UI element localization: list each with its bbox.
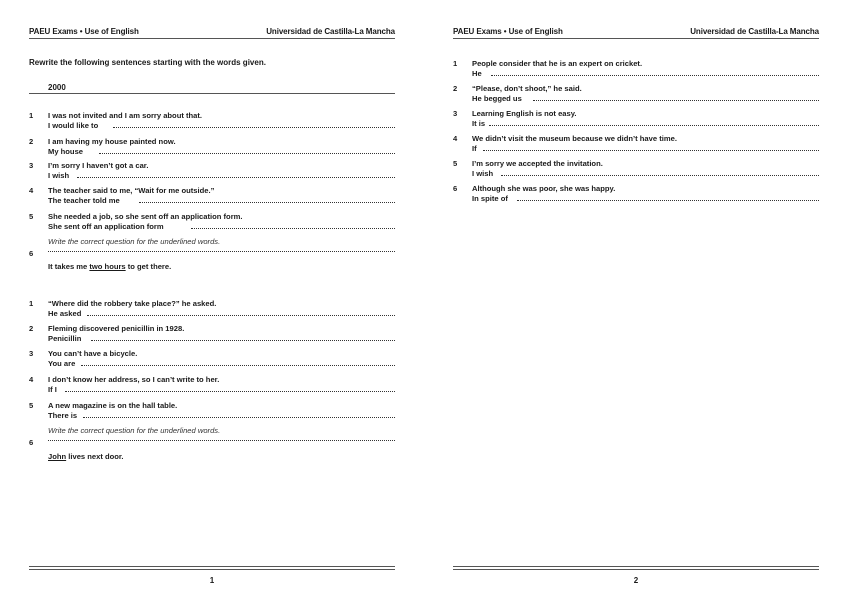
item-question: The teacher said to me, “Wait for me outside.” xyxy=(48,186,215,195)
sub-instruction: Write the correct question for the underlined words. xyxy=(48,237,221,246)
item-number: 4 xyxy=(29,186,34,195)
answer-line[interactable] xyxy=(65,391,395,392)
answer-line[interactable] xyxy=(48,251,395,252)
item-question: I am having my house painted now. xyxy=(48,137,176,146)
item-answer-prompt: I wish xyxy=(472,169,494,178)
item-number: 3 xyxy=(29,349,34,358)
item-answer-prompt: If xyxy=(472,144,477,153)
item-number: 1 xyxy=(29,299,34,308)
item-number: 2 xyxy=(29,137,34,146)
item-question: Learning English is not easy. xyxy=(472,109,577,118)
header-rule xyxy=(29,38,395,39)
item-question: Fleming discovered penicillin in 1928. xyxy=(48,324,185,333)
item-question: A new magazine is on the hall table. xyxy=(48,401,178,410)
header-left: PAEU Exams • Use of English xyxy=(453,27,563,36)
item-number: 6 xyxy=(453,184,458,193)
item-answer-prompt: If I xyxy=(48,385,57,394)
answer-line[interactable] xyxy=(77,177,395,178)
item-answer-prompt: She sent off an application form xyxy=(48,222,164,231)
underlined-words: two hours xyxy=(89,262,126,271)
answer-line[interactable] xyxy=(517,200,819,201)
item-number: 4 xyxy=(453,134,458,143)
item-question: “Please, don’t shoot,” he said. xyxy=(472,84,582,93)
item-question: People consider that he is an expert on cricket. xyxy=(472,59,643,68)
item-question: I don’t know her address, so I can’t write to her. xyxy=(48,375,220,384)
item-answer-prompt: In spite of xyxy=(472,194,508,203)
item-answer-prompt: I would like to xyxy=(48,121,99,130)
answer-line[interactable] xyxy=(87,315,395,316)
page-number: 2 xyxy=(633,576,639,585)
item-sentence xyxy=(48,262,171,271)
item-answer-prompt: You are xyxy=(48,359,76,368)
item-number: 3 xyxy=(453,109,458,118)
answer-line[interactable] xyxy=(113,127,395,128)
item-question: “Where did the robbery take place?” he asked. xyxy=(48,299,217,308)
answer-line[interactable] xyxy=(533,100,819,101)
year-rule xyxy=(29,93,395,94)
item-sentence xyxy=(48,452,124,461)
answer-line[interactable] xyxy=(81,365,395,366)
item-number: 2 xyxy=(453,84,458,93)
answer-line[interactable] xyxy=(491,75,819,76)
item-number: 2 xyxy=(29,324,34,333)
item-question: We didn’t visit the museum because we didn’t have time. xyxy=(472,134,677,143)
answer-line[interactable] xyxy=(191,228,395,229)
sentence-part: lives next door. xyxy=(66,452,124,461)
item-number: 3 xyxy=(29,161,34,170)
item-answer-prompt: There is xyxy=(48,411,78,420)
answer-line[interactable] xyxy=(489,125,819,126)
item-number: 6 xyxy=(29,249,34,258)
item-number: 4 xyxy=(29,375,34,384)
answer-line[interactable] xyxy=(139,202,395,203)
footer-rule xyxy=(29,569,395,570)
item-question: I was not invited and I am sorry about that. xyxy=(48,111,203,120)
answer-line[interactable] xyxy=(483,150,819,151)
item-answer-prompt: My house xyxy=(48,147,84,156)
page-2 xyxy=(453,0,819,599)
item-answer-prompt: I wish xyxy=(48,171,70,180)
header-right: Universidad de Castilla-La Mancha xyxy=(266,27,395,36)
item-number: 1 xyxy=(29,111,34,120)
item-answer-prompt: The teacher told me xyxy=(48,196,120,205)
page-1 xyxy=(29,0,395,599)
header-rule xyxy=(453,38,819,39)
item-question: You can’t have a bicycle. xyxy=(48,349,138,358)
underlined-words: John xyxy=(48,452,67,461)
item-number: 5 xyxy=(29,212,34,221)
answer-line[interactable] xyxy=(48,440,395,441)
item-answer-prompt: He xyxy=(472,69,482,78)
sub-instruction: Write the correct question for the underlined words. xyxy=(48,426,221,435)
answer-line[interactable] xyxy=(501,175,819,176)
answer-line[interactable] xyxy=(99,153,395,154)
answer-line[interactable] xyxy=(91,340,395,341)
sentence-part: It takes me xyxy=(48,262,90,271)
item-number: 6 xyxy=(29,438,34,447)
footer-rule xyxy=(29,566,395,567)
item-answer-prompt: He begged us xyxy=(472,94,522,103)
footer-rule xyxy=(453,566,819,567)
footer-rule xyxy=(453,569,819,570)
item-answer-prompt: He asked xyxy=(48,309,82,318)
item-question: Although she was poor, she was happy. xyxy=(472,184,616,193)
item-question: I’m sorry I haven’t got a car. xyxy=(48,161,149,170)
sentence-part: to get there. xyxy=(125,262,172,271)
item-answer-prompt: Penicillin xyxy=(48,334,82,343)
item-number: 1 xyxy=(453,59,458,68)
page-number: 1 xyxy=(209,576,215,585)
item-number: 5 xyxy=(453,159,458,168)
header-left: PAEU Exams • Use of English xyxy=(29,27,139,36)
item-question: I’m sorry we accepted the invitation. xyxy=(472,159,603,168)
item-question: She needed a job, so she sent off an application form. xyxy=(48,212,243,221)
header-right: Universidad de Castilla-La Mancha xyxy=(690,27,819,36)
item-number: 5 xyxy=(29,401,34,410)
item-answer-prompt: It is xyxy=(472,119,486,128)
answer-line[interactable] xyxy=(83,417,395,418)
instruction: Rewrite the following sentences starting with the words given. xyxy=(29,58,266,67)
year-heading: 2000 xyxy=(48,83,66,92)
